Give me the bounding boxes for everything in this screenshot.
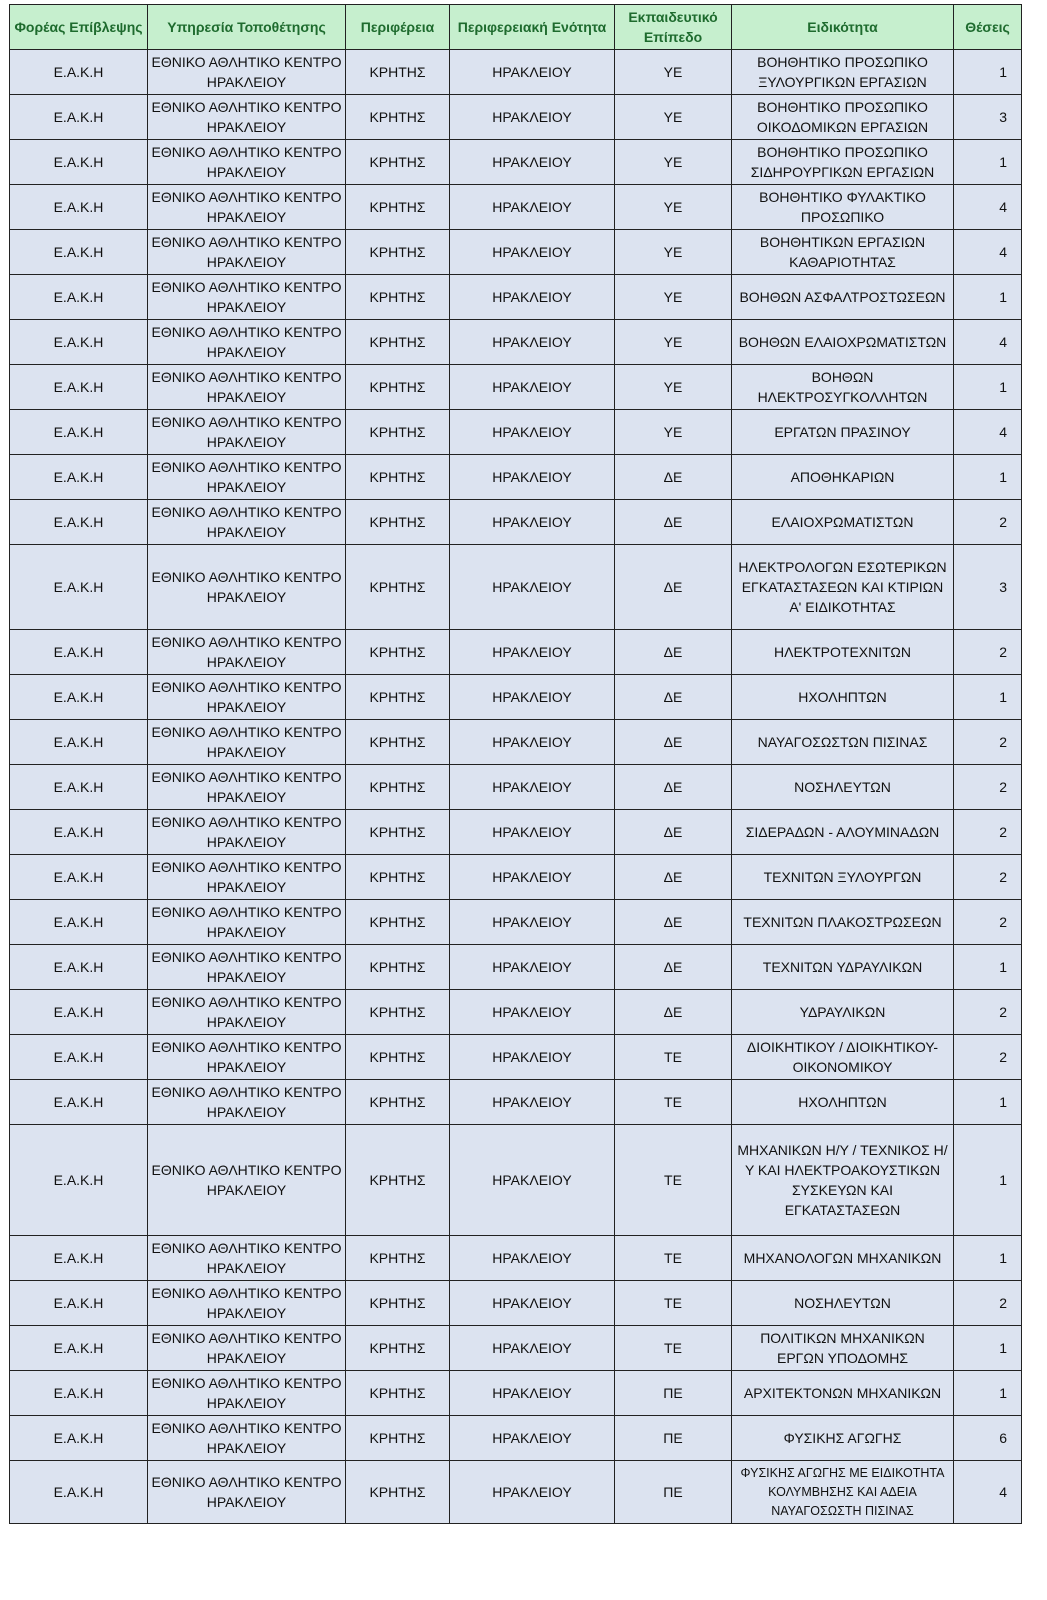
table-row xyxy=(10,500,1022,545)
cell-epipedo: ΔΕ xyxy=(615,675,732,720)
cell-perifereia: ΚΡΗΤΗΣ xyxy=(346,500,450,545)
cell-ypiresia: ΕΘΝΙΚΟ ΑΘΛΗΤΙΚΟ ΚΕΝΤΡΟ ΗΡΑΚΛΕΙΟΥ xyxy=(148,1281,346,1326)
cell-eidikotita: ΕΡΓΑΤΩΝ ΠΡΑΣΙΝΟΥ xyxy=(732,410,954,455)
cell-perifereia: ΚΡΗΤΗΣ xyxy=(346,545,450,630)
table-row xyxy=(10,95,1022,140)
cell-epipedo: ΤΕ xyxy=(615,1125,732,1236)
cell-theseis: 1 xyxy=(954,945,1022,990)
cell-epipedo: ΥΕ xyxy=(615,365,732,410)
cell-epipedo: ΤΕ xyxy=(615,1080,732,1125)
cell-theseis: 1 xyxy=(954,1236,1022,1281)
cell-foreas: Ε.Α.Κ.Η xyxy=(10,900,148,945)
cell-ypiresia: ΕΘΝΙΚΟ ΑΘΛΗΤΙΚΟ ΚΕΝΤΡΟ ΗΡΑΚΛΕΙΟΥ xyxy=(148,545,346,630)
cell-epipedo: ΔΕ xyxy=(615,900,732,945)
cell-foreas: Ε.Α.Κ.Η xyxy=(10,765,148,810)
cell-theseis: 1 xyxy=(954,1125,1022,1236)
header-enotita: Περιφερειακή Ενότητα xyxy=(450,5,615,50)
cell-epipedo: ΠΕ xyxy=(615,1371,732,1416)
cell-eidikotita: ΤΕΧΝΙΤΩΝ ΥΔΡΑΥΛΙΚΩΝ xyxy=(732,945,954,990)
cell-ypiresia: ΕΘΝΙΚΟ ΑΘΛΗΤΙΚΟ ΚΕΝΤΡΟ ΗΡΑΚΛΕΙΟΥ xyxy=(148,900,346,945)
table-row xyxy=(10,1281,1022,1326)
table-row xyxy=(10,1461,1022,1524)
cell-theseis: 3 xyxy=(954,95,1022,140)
table-row xyxy=(10,675,1022,720)
table-row xyxy=(10,810,1022,855)
cell-enotita: ΗΡΑΚΛΕΙΟΥ xyxy=(450,1236,615,1281)
cell-theseis: 2 xyxy=(954,630,1022,675)
cell-enotita: ΗΡΑΚΛΕΙΟΥ xyxy=(450,1416,615,1461)
cell-perifereia: ΚΡΗΤΗΣ xyxy=(346,95,450,140)
cell-theseis: 2 xyxy=(954,810,1022,855)
table-row xyxy=(10,1326,1022,1371)
cell-perifereia: ΚΡΗΤΗΣ xyxy=(346,455,450,500)
cell-perifereia: ΚΡΗΤΗΣ xyxy=(346,1281,450,1326)
cell-ypiresia: ΕΘΝΙΚΟ ΑΘΛΗΤΙΚΟ ΚΕΝΤΡΟ ΗΡΑΚΛΕΙΟΥ xyxy=(148,720,346,765)
cell-perifereia: ΚΡΗΤΗΣ xyxy=(346,765,450,810)
cell-enotita: ΗΡΑΚΛΕΙΟΥ xyxy=(450,455,615,500)
cell-theseis: 2 xyxy=(954,1281,1022,1326)
cell-ypiresia: ΕΘΝΙΚΟ ΑΘΛΗΤΙΚΟ ΚΕΝΤΡΟ ΗΡΑΚΛΕΙΟΥ xyxy=(148,630,346,675)
cell-enotita: ΗΡΑΚΛΕΙΟΥ xyxy=(450,1461,615,1524)
cell-perifereia: ΚΡΗΤΗΣ xyxy=(346,320,450,365)
cell-eidikotita: ΒΟΗΘΗΤΙΚΩΝ ΕΡΓΑΣΙΩΝ ΚΑΘΑΡΙΟΤΗΤΑΣ xyxy=(732,230,954,275)
cell-enotita: ΗΡΑΚΛΕΙΟΥ xyxy=(450,1371,615,1416)
cell-eidikotita: ΒΟΗΘΩΝ ΗΛΕΚΤΡΟΣΥΓΚΟΛΛΗΤΩΝ xyxy=(732,365,954,410)
cell-epipedo: ΔΕ xyxy=(615,990,732,1035)
cell-foreas: Ε.Α.Κ.Η xyxy=(10,1080,148,1125)
cell-perifereia: ΚΡΗΤΗΣ xyxy=(346,900,450,945)
cell-foreas: Ε.Α.Κ.Η xyxy=(10,1281,148,1326)
cell-eidikotita: ΒΟΗΘΗΤΙΚΟ ΠΡΟΣΩΠΙΚΟ ΞΥΛΟΥΡΓΙΚΩΝ ΕΡΓΑΣΙΩΝ xyxy=(732,50,954,95)
cell-eidikotita: ΥΔΡΑΥΛΙΚΩΝ xyxy=(732,990,954,1035)
cell-eidikotita: ΗΧΟΛΗΠΤΩΝ xyxy=(732,1080,954,1125)
cell-enotita: ΗΡΑΚΛΕΙΟΥ xyxy=(450,810,615,855)
cell-ypiresia: ΕΘΝΙΚΟ ΑΘΛΗΤΙΚΟ ΚΕΝΤΡΟ ΗΡΑΚΛΕΙΟΥ xyxy=(148,1236,346,1281)
cell-ypiresia: ΕΘΝΙΚΟ ΑΘΛΗΤΙΚΟ ΚΕΝΤΡΟ ΗΡΑΚΛΕΙΟΥ xyxy=(148,1416,346,1461)
cell-enotita: ΗΡΑΚΛΕΙΟΥ xyxy=(450,945,615,990)
cell-foreas: Ε.Α.Κ.Η xyxy=(10,1461,148,1524)
cell-foreas: Ε.Α.Κ.Η xyxy=(10,230,148,275)
cell-ypiresia: ΕΘΝΙΚΟ ΑΘΛΗΤΙΚΟ ΚΕΝΤΡΟ ΗΡΑΚΛΕΙΟΥ xyxy=(148,1326,346,1371)
table-row xyxy=(10,410,1022,455)
cell-foreas: Ε.Α.Κ.Η xyxy=(10,500,148,545)
table-row xyxy=(10,720,1022,765)
cell-perifereia: ΚΡΗΤΗΣ xyxy=(346,1326,450,1371)
cell-ypiresia: ΕΘΝΙΚΟ ΑΘΛΗΤΙΚΟ ΚΕΝΤΡΟ ΗΡΑΚΛΕΙΟΥ xyxy=(148,1125,346,1236)
cell-eidikotita: ΤΕΧΝΙΤΩΝ ΞΥΛΟΥΡΓΩΝ xyxy=(732,855,954,900)
cell-theseis: 2 xyxy=(954,720,1022,765)
cell-theseis: 4 xyxy=(954,1461,1022,1524)
cell-perifereia: ΚΡΗΤΗΣ xyxy=(346,945,450,990)
cell-perifereia: ΚΡΗΤΗΣ xyxy=(346,410,450,455)
table-row xyxy=(10,545,1022,630)
cell-epipedo: ΤΕ xyxy=(615,1281,732,1326)
cell-eidikotita: ΔΙΟΙΚΗΤΙΚΟΥ / ΔΙΟΙΚΗΤΙΚΟΥ-ΟΙΚΟΝΟΜΙΚΟΥ xyxy=(732,1035,954,1080)
cell-foreas: Ε.Α.Κ.Η xyxy=(10,320,148,365)
cell-theseis: 4 xyxy=(954,410,1022,455)
cell-eidikotita: ΒΟΗΘΩΝ ΑΣΦΑΛΤΡΟΣΤΩΣΕΩΝ xyxy=(732,275,954,320)
cell-enotita: ΗΡΑΚΛΕΙΟΥ xyxy=(450,855,615,900)
cell-ypiresia: ΕΘΝΙΚΟ ΑΘΛΗΤΙΚΟ ΚΕΝΤΡΟ ΗΡΑΚΛΕΙΟΥ xyxy=(148,675,346,720)
cell-enotita: ΗΡΑΚΛΕΙΟΥ xyxy=(450,320,615,365)
cell-epipedo: ΔΕ xyxy=(615,855,732,900)
cell-ypiresia: ΕΘΝΙΚΟ ΑΘΛΗΤΙΚΟ ΚΕΝΤΡΟ ΗΡΑΚΛΕΙΟΥ xyxy=(148,185,346,230)
cell-perifereia: ΚΡΗΤΗΣ xyxy=(346,630,450,675)
cell-epipedo: ΔΕ xyxy=(615,455,732,500)
cell-theseis: 1 xyxy=(954,275,1022,320)
cell-foreas: Ε.Α.Κ.Η xyxy=(10,855,148,900)
cell-foreas: Ε.Α.Κ.Η xyxy=(10,455,148,500)
cell-foreas: Ε.Α.Κ.Η xyxy=(10,185,148,230)
cell-eidikotita: ΒΟΗΘΗΤΙΚΟ ΦΥΛΑΚΤΙΚΟ ΠΡΟΣΩΠΙΚΟ xyxy=(732,185,954,230)
table-body xyxy=(10,50,1022,1524)
cell-theseis: 2 xyxy=(954,900,1022,945)
cell-eidikotita: ΝΑΥΑΓΟΣΩΣΤΩΝ ΠΙΣΙΝΑΣ xyxy=(732,720,954,765)
table-header-row xyxy=(10,5,1022,50)
cell-theseis: 3 xyxy=(954,545,1022,630)
cell-foreas: Ε.Α.Κ.Η xyxy=(10,630,148,675)
cell-epipedo: ΔΕ xyxy=(615,765,732,810)
table-row xyxy=(10,855,1022,900)
cell-ypiresia: ΕΘΝΙΚΟ ΑΘΛΗΤΙΚΟ ΚΕΝΤΡΟ ΗΡΑΚΛΕΙΟΥ xyxy=(148,1080,346,1125)
cell-epipedo: ΥΕ xyxy=(615,410,732,455)
table-row xyxy=(10,630,1022,675)
cell-theseis: 1 xyxy=(954,1080,1022,1125)
cell-epipedo: ΠΕ xyxy=(615,1416,732,1461)
cell-foreas: Ε.Α.Κ.Η xyxy=(10,275,148,320)
table-row xyxy=(10,1125,1022,1236)
cell-eidikotita: ΤΕΧΝΙΤΩΝ ΠΛΑΚΟΣΤΡΩΣΕΩΝ xyxy=(732,900,954,945)
cell-eidikotita: ΦΥΣΙΚΗΣ ΑΓΩΓΗΣ xyxy=(732,1416,954,1461)
cell-enotita: ΗΡΑΚΛΕΙΟΥ xyxy=(450,1281,615,1326)
cell-enotita: ΗΡΑΚΛΕΙΟΥ xyxy=(450,990,615,1035)
cell-theseis: 4 xyxy=(954,185,1022,230)
cell-perifereia: ΚΡΗΤΗΣ xyxy=(346,275,450,320)
cell-foreas: Ε.Α.Κ.Η xyxy=(10,95,148,140)
cell-epipedo: ΥΕ xyxy=(615,95,732,140)
cell-perifereia: ΚΡΗΤΗΣ xyxy=(346,810,450,855)
cell-eidikotita: ΕΛΑΙΟΧΡΩΜΑΤΙΣΤΩΝ xyxy=(732,500,954,545)
cell-eidikotita: ΗΛΕΚΤΡΟΛΟΓΩΝ ΕΣΩΤΕΡΙΚΩΝ ΕΓΚΑΤΑΣΤΑΣΕΩΝ ΚΑΙ ΚΤΙΡΙΩΝ Α' ΕΙΔΙΚΟΤΗΤΑΣ xyxy=(732,545,954,630)
cell-enotita: ΗΡΑΚΛΕΙΟΥ xyxy=(450,275,615,320)
cell-enotita: ΗΡΑΚΛΕΙΟΥ xyxy=(450,185,615,230)
cell-enotita: ΗΡΑΚΛΕΙΟΥ xyxy=(450,230,615,275)
cell-perifereia: ΚΡΗΤΗΣ xyxy=(346,1416,450,1461)
cell-enotita: ΗΡΑΚΛΕΙΟΥ xyxy=(450,50,615,95)
cell-theseis: 4 xyxy=(954,320,1022,365)
cell-theseis: 2 xyxy=(954,855,1022,900)
table-row xyxy=(10,945,1022,990)
cell-theseis: 1 xyxy=(954,1371,1022,1416)
cell-epipedo: ΥΕ xyxy=(615,50,732,95)
cell-epipedo: ΥΕ xyxy=(615,230,732,275)
cell-enotita: ΗΡΑΚΛΕΙΟΥ xyxy=(450,720,615,765)
cell-ypiresia: ΕΘΝΙΚΟ ΑΘΛΗΤΙΚΟ ΚΕΝΤΡΟ ΗΡΑΚΛΕΙΟΥ xyxy=(148,275,346,320)
cell-epipedo: ΠΕ xyxy=(615,1461,732,1524)
cell-ypiresia: ΕΘΝΙΚΟ ΑΘΛΗΤΙΚΟ ΚΕΝΤΡΟ ΗΡΑΚΛΕΙΟΥ xyxy=(148,990,346,1035)
cell-theseis: 4 xyxy=(954,230,1022,275)
table-row xyxy=(10,1371,1022,1416)
cell-epipedo: ΥΕ xyxy=(615,320,732,365)
cell-foreas: Ε.Α.Κ.Η xyxy=(10,810,148,855)
cell-foreas: Ε.Α.Κ.Η xyxy=(10,1371,148,1416)
cell-foreas: Ε.Α.Κ.Η xyxy=(10,50,148,95)
cell-foreas: Ε.Α.Κ.Η xyxy=(10,410,148,455)
cell-eidikotita: ΝΟΣΗΛΕΥΤΩΝ xyxy=(732,765,954,810)
cell-eidikotita: ΜΗΧΑΝΟΛΟΓΩΝ ΜΗΧΑΝΙΚΩΝ xyxy=(732,1236,954,1281)
cell-ypiresia: ΕΘΝΙΚΟ ΑΘΛΗΤΙΚΟ ΚΕΝΤΡΟ ΗΡΑΚΛΕΙΟΥ xyxy=(148,455,346,500)
cell-perifereia: ΚΡΗΤΗΣ xyxy=(346,230,450,275)
cell-ypiresia: ΕΘΝΙΚΟ ΑΘΛΗΤΙΚΟ ΚΕΝΤΡΟ ΗΡΑΚΛΕΙΟΥ xyxy=(148,320,346,365)
table-row xyxy=(10,1416,1022,1461)
cell-enotita: ΗΡΑΚΛΕΙΟΥ xyxy=(450,410,615,455)
cell-epipedo: ΤΕ xyxy=(615,1035,732,1080)
cell-foreas: Ε.Α.Κ.Η xyxy=(10,545,148,630)
cell-enotita: ΗΡΑΚΛΕΙΟΥ xyxy=(450,1080,615,1125)
cell-ypiresia: ΕΘΝΙΚΟ ΑΘΛΗΤΙΚΟ ΚΕΝΤΡΟ ΗΡΑΚΛΕΙΟΥ xyxy=(148,50,346,95)
cell-eidikotita: ΗΧΟΛΗΠΤΩΝ xyxy=(732,675,954,720)
positions-table xyxy=(9,4,1022,1524)
cell-enotita: ΗΡΑΚΛΕΙΟΥ xyxy=(450,140,615,185)
cell-epipedo: ΔΕ xyxy=(615,630,732,675)
cell-theseis: 2 xyxy=(954,500,1022,545)
cell-ypiresia: ΕΘΝΙΚΟ ΑΘΛΗΤΙΚΟ ΚΕΝΤΡΟ ΗΡΑΚΛΕΙΟΥ xyxy=(148,945,346,990)
table-row xyxy=(10,50,1022,95)
cell-foreas: Ε.Α.Κ.Η xyxy=(10,1125,148,1236)
cell-foreas: Ε.Α.Κ.Η xyxy=(10,675,148,720)
cell-epipedo: ΥΕ xyxy=(615,185,732,230)
cell-ypiresia: ΕΘΝΙΚΟ ΑΘΛΗΤΙΚΟ ΚΕΝΤΡΟ ΗΡΑΚΛΕΙΟΥ xyxy=(148,1035,346,1080)
cell-enotita: ΗΡΑΚΛΕΙΟΥ xyxy=(450,900,615,945)
cell-ypiresia: ΕΘΝΙΚΟ ΑΘΛΗΤΙΚΟ ΚΕΝΤΡΟ ΗΡΑΚΛΕΙΟΥ xyxy=(148,95,346,140)
cell-theseis: 2 xyxy=(954,990,1022,1035)
cell-eidikotita: ΒΟΗΘΗΤΙΚΟ ΠΡΟΣΩΠΙΚΟ ΟΙΚΟΔΟΜΙΚΩΝ ΕΡΓΑΣΙΩΝ xyxy=(732,95,954,140)
cell-foreas: Ε.Α.Κ.Η xyxy=(10,365,148,410)
table-row xyxy=(10,1035,1022,1080)
cell-epipedo: ΔΕ xyxy=(615,810,732,855)
cell-perifereia: ΚΡΗΤΗΣ xyxy=(346,140,450,185)
table-row xyxy=(10,140,1022,185)
cell-foreas: Ε.Α.Κ.Η xyxy=(10,720,148,765)
cell-enotita: ΗΡΑΚΛΕΙΟΥ xyxy=(450,1125,615,1236)
cell-perifereia: ΚΡΗΤΗΣ xyxy=(346,675,450,720)
cell-perifereia: ΚΡΗΤΗΣ xyxy=(346,855,450,900)
cell-perifereia: ΚΡΗΤΗΣ xyxy=(346,720,450,765)
cell-eidikotita: ΦΥΣΙΚΗΣ ΑΓΩΓΗΣ ΜΕ ΕΙΔΙΚΟΤΗΤΑ ΚΟΛΥΜΒΗΣΗΣ ΚΑΙ ΑΔΕΙΑ ΝΑΥΑΓΟΣΩΣΤΗ ΠΙΣΙΝΑΣ xyxy=(732,1461,954,1524)
cell-eidikotita: ΠΟΛΙΤΙΚΩΝ ΜΗΧΑΝΙΚΩΝ ΕΡΓΩΝ ΥΠΟΔΟΜΗΣ xyxy=(732,1326,954,1371)
cell-eidikotita: ΗΛΕΚΤΡΟΤΕΧΝΙΤΩΝ xyxy=(732,630,954,675)
cell-perifereia: ΚΡΗΤΗΣ xyxy=(346,365,450,410)
cell-perifereia: ΚΡΗΤΗΣ xyxy=(346,1371,450,1416)
table-row xyxy=(10,185,1022,230)
cell-perifereia: ΚΡΗΤΗΣ xyxy=(346,1461,450,1524)
cell-enotita: ΗΡΑΚΛΕΙΟΥ xyxy=(450,1326,615,1371)
cell-perifereia: ΚΡΗΤΗΣ xyxy=(346,50,450,95)
cell-eidikotita: ΝΟΣΗΛΕΥΤΩΝ xyxy=(732,1281,954,1326)
cell-epipedo: ΔΕ xyxy=(615,720,732,765)
cell-enotita: ΗΡΑΚΛΕΙΟΥ xyxy=(450,545,615,630)
cell-theseis: 1 xyxy=(954,140,1022,185)
cell-theseis: 2 xyxy=(954,765,1022,810)
cell-theseis: 1 xyxy=(954,455,1022,500)
cell-perifereia: ΚΡΗΤΗΣ xyxy=(346,185,450,230)
table-row xyxy=(10,1236,1022,1281)
cell-enotita: ΗΡΑΚΛΕΙΟΥ xyxy=(450,675,615,720)
cell-theseis: 1 xyxy=(954,50,1022,95)
cell-epipedo: ΤΕ xyxy=(615,1326,732,1371)
cell-ypiresia: ΕΘΝΙΚΟ ΑΘΛΗΤΙΚΟ ΚΕΝΤΡΟ ΗΡΑΚΛΕΙΟΥ xyxy=(148,1461,346,1524)
cell-foreas: Ε.Α.Κ.Η xyxy=(10,990,148,1035)
cell-theseis: 1 xyxy=(954,1326,1022,1371)
table-row xyxy=(10,900,1022,945)
cell-perifereia: ΚΡΗΤΗΣ xyxy=(346,1236,450,1281)
cell-enotita: ΗΡΑΚΛΕΙΟΥ xyxy=(450,365,615,410)
positions-table-sheet xyxy=(9,4,1021,1524)
header-perifereia: Περιφέρεια xyxy=(346,5,450,50)
cell-foreas: Ε.Α.Κ.Η xyxy=(10,1326,148,1371)
table-row xyxy=(10,455,1022,500)
header-eidikotita: Ειδικότητα xyxy=(732,5,954,50)
header-theseis: Θέσεις xyxy=(954,5,1022,50)
cell-eidikotita: ΒΟΗΘΗΤΙΚΟ ΠΡΟΣΩΠΙΚΟ ΣΙΔΗΡΟΥΡΓΙΚΩΝ ΕΡΓΑΣΙΩΝ xyxy=(732,140,954,185)
cell-eidikotita: ΣΙΔΕΡΑΔΩΝ - ΑΛΟΥΜΙΝΑΔΩΝ xyxy=(732,810,954,855)
cell-eidikotita: ΑΡΧΙΤΕΚΤΟΝΩΝ ΜΗΧΑΝΙΚΩΝ xyxy=(732,1371,954,1416)
cell-theseis: 2 xyxy=(954,1035,1022,1080)
cell-theseis: 1 xyxy=(954,365,1022,410)
cell-foreas: Ε.Α.Κ.Η xyxy=(10,1416,148,1461)
cell-ypiresia: ΕΘΝΙΚΟ ΑΘΛΗΤΙΚΟ ΚΕΝΤΡΟ ΗΡΑΚΛΕΙΟΥ xyxy=(148,500,346,545)
cell-epipedo: ΥΕ xyxy=(615,275,732,320)
cell-enotita: ΗΡΑΚΛΕΙΟΥ xyxy=(450,765,615,810)
cell-ypiresia: ΕΘΝΙΚΟ ΑΘΛΗΤΙΚΟ ΚΕΝΤΡΟ ΗΡΑΚΛΕΙΟΥ xyxy=(148,410,346,455)
cell-eidikotita: ΑΠΟΘΗΚΑΡΙΩΝ xyxy=(732,455,954,500)
cell-eidikotita: ΒΟΗΘΩΝ ΕΛΑΙΟΧΡΩΜΑΤΙΣΤΩΝ xyxy=(732,320,954,365)
cell-enotita: ΗΡΑΚΛΕΙΟΥ xyxy=(450,95,615,140)
header-foreas: Φορέας Επίβλεψης xyxy=(10,5,148,50)
cell-theseis: 6 xyxy=(954,1416,1022,1461)
cell-ypiresia: ΕΘΝΙΚΟ ΑΘΛΗΤΙΚΟ ΚΕΝΤΡΟ ΗΡΑΚΛΕΙΟΥ xyxy=(148,230,346,275)
table-row xyxy=(10,320,1022,365)
cell-perifereia: ΚΡΗΤΗΣ xyxy=(346,990,450,1035)
table-row xyxy=(10,365,1022,410)
cell-ypiresia: ΕΘΝΙΚΟ ΑΘΛΗΤΙΚΟ ΚΕΝΤΡΟ ΗΡΑΚΛΕΙΟΥ xyxy=(148,140,346,185)
cell-perifereia: ΚΡΗΤΗΣ xyxy=(346,1080,450,1125)
cell-perifereia: ΚΡΗΤΗΣ xyxy=(346,1125,450,1236)
cell-ypiresia: ΕΘΝΙΚΟ ΑΘΛΗΤΙΚΟ ΚΕΝΤΡΟ ΗΡΑΚΛΕΙΟΥ xyxy=(148,855,346,900)
table-row xyxy=(10,990,1022,1035)
cell-enotita: ΗΡΑΚΛΕΙΟΥ xyxy=(450,630,615,675)
cell-foreas: Ε.Α.Κ.Η xyxy=(10,1035,148,1080)
cell-foreas: Ε.Α.Κ.Η xyxy=(10,1236,148,1281)
cell-enotita: ΗΡΑΚΛΕΙΟΥ xyxy=(450,500,615,545)
table-row xyxy=(10,230,1022,275)
cell-ypiresia: ΕΘΝΙΚΟ ΑΘΛΗΤΙΚΟ ΚΕΝΤΡΟ ΗΡΑΚΛΕΙΟΥ xyxy=(148,810,346,855)
cell-epipedo: ΔΕ xyxy=(615,545,732,630)
cell-epipedo: ΔΕ xyxy=(615,500,732,545)
cell-ypiresia: ΕΘΝΙΚΟ ΑΘΛΗΤΙΚΟ ΚΕΝΤΡΟ ΗΡΑΚΛΕΙΟΥ xyxy=(148,1371,346,1416)
header-ypiresia: Υπηρεσία Τοποθέτησης xyxy=(148,5,346,50)
table-row xyxy=(10,1080,1022,1125)
cell-ypiresia: ΕΘΝΙΚΟ ΑΘΛΗΤΙΚΟ ΚΕΝΤΡΟ ΗΡΑΚΛΕΙΟΥ xyxy=(148,365,346,410)
table-row xyxy=(10,275,1022,320)
cell-foreas: Ε.Α.Κ.Η xyxy=(10,140,148,185)
cell-foreas: Ε.Α.Κ.Η xyxy=(10,945,148,990)
cell-epipedo: ΔΕ xyxy=(615,945,732,990)
cell-enotita: ΗΡΑΚΛΕΙΟΥ xyxy=(450,1035,615,1080)
cell-theseis: 1 xyxy=(954,675,1022,720)
cell-epipedo: ΥΕ xyxy=(615,140,732,185)
cell-perifereia: ΚΡΗΤΗΣ xyxy=(346,1035,450,1080)
cell-epipedo: ΤΕ xyxy=(615,1236,732,1281)
cell-ypiresia: ΕΘΝΙΚΟ ΑΘΛΗΤΙΚΟ ΚΕΝΤΡΟ ΗΡΑΚΛΕΙΟΥ xyxy=(148,765,346,810)
table-row xyxy=(10,765,1022,810)
cell-eidikotita: ΜΗΧΑΝΙΚΩΝ Η/Υ / ΤΕΧΝΙΚΟΣ Η/Υ ΚΑΙ ΗΛΕΚΤΡΟΑΚΟΥΣΤΙΚΩΝ ΣΥΣΚΕΥΩΝ ΚΑΙ ΕΓΚΑΤΑΣΤΑΣΕΩΝ xyxy=(732,1125,954,1236)
header-epipedo: Εκπαιδευτικό Επίπεδο xyxy=(615,5,732,50)
